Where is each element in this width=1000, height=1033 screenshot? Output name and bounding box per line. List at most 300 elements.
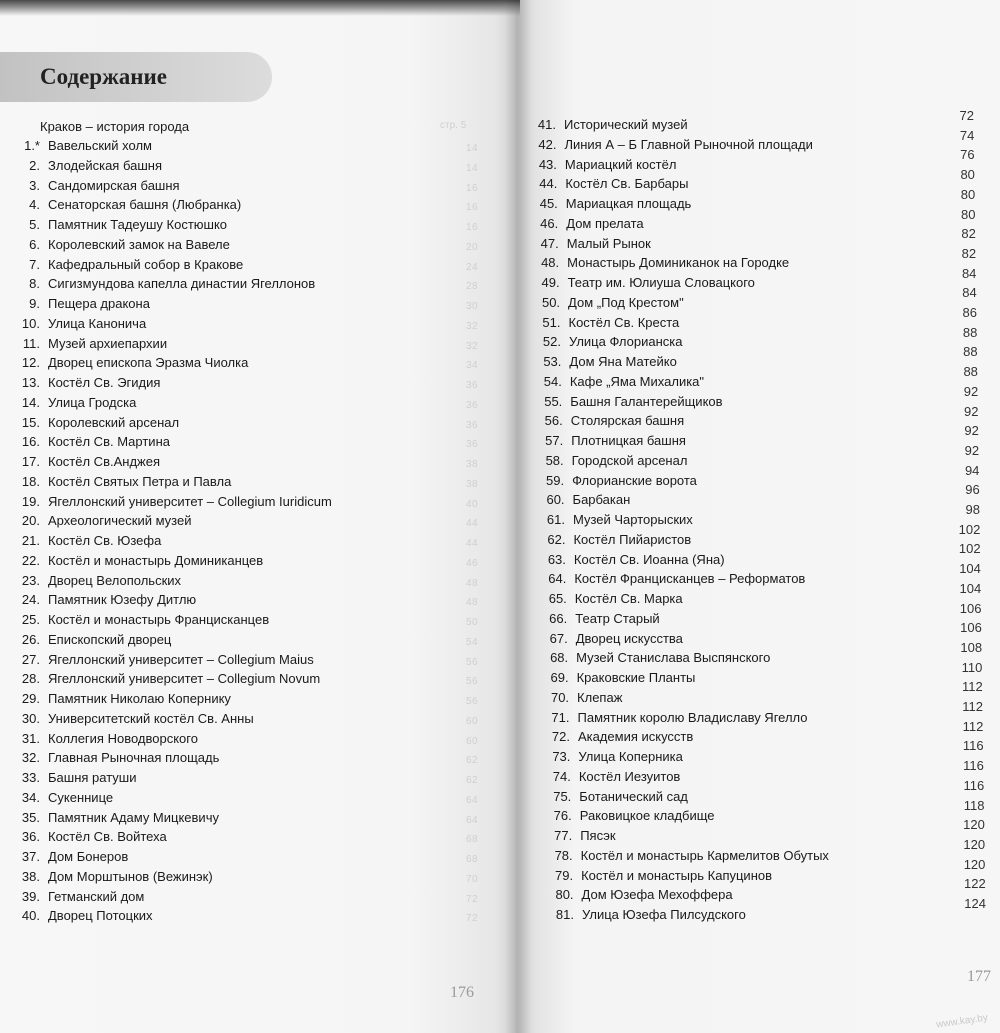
toc-entry-number: 9. [29, 296, 40, 311]
toc-entry-page: 112 [961, 679, 983, 695]
toc-entry-page: 106 [959, 600, 982, 616]
toc-entry-title: Академия искусств [577, 729, 694, 745]
toc-entry-page: 40 [466, 498, 479, 510]
toc-entry-number: 27. [21, 651, 40, 667]
toc-entry-number: 29. [21, 691, 40, 706]
toc-entry-page: 76 [960, 147, 975, 163]
toc-entry [529, 334, 683, 350]
toc-entry [537, 690, 622, 706]
toc-entry-page: 88 [963, 364, 978, 380]
toc-entry-number: 66. [549, 610, 568, 626]
toc-entry-title: Костёл Св. Войтеха [48, 829, 167, 845]
toc-entry-title: Дом Бонеров [48, 849, 129, 864]
toc-entry-title: Линия А – Б Главной Рыночной площади [564, 136, 813, 152]
toc-entry-number: 8. [29, 276, 40, 292]
toc-entry-page: 38 [466, 459, 479, 470]
toc-entry-title: Сукеннице [48, 789, 114, 805]
toc-entry-number: 35. [21, 809, 40, 825]
toc-entry-page: 34 [466, 360, 479, 372]
toc-entry-title: Барбакан [572, 492, 631, 508]
toc-entry-title: Улица Канонича [48, 315, 147, 331]
toc-entry-title: Главная Рыночная площадь [48, 750, 220, 766]
toc-entry-number: 70. [550, 689, 570, 705]
toc-entry-title: Исторический музей [564, 117, 688, 132]
toc-entry-page: 36 [466, 439, 479, 451]
toc-entry-page: 60 [466, 735, 479, 747]
toc-entry-page: 110 [961, 659, 983, 675]
toc-entry-number: 18. [21, 473, 40, 489]
toc-entry-title: Гетманский дом [48, 888, 145, 904]
toc-entry [542, 907, 746, 923]
toc-entry-title: Малый Рынок [566, 235, 651, 251]
toc-entry [8, 691, 231, 707]
toc-entry-page: 48 [466, 577, 479, 589]
toc-entry [8, 612, 269, 628]
intro-title: Краков – история города [40, 119, 190, 134]
toc-entry-page: 54 [466, 636, 479, 648]
toc-entry-title: Памятник Юзефу Дитлю [48, 592, 197, 608]
toc-entry-page: 20 [466, 241, 479, 253]
toc-entry-number: 40. [21, 908, 40, 924]
toc-entry-page: 102 [958, 521, 981, 537]
toc-entry-number: 71. [551, 709, 570, 725]
toc-entry-page: 116 [963, 758, 984, 774]
toc-entry-title: Сандомирская башня [48, 177, 180, 193]
toc-entry-page: 80 [960, 186, 976, 202]
toc-entry [8, 849, 128, 865]
toc-entry-number: 56. [544, 413, 563, 429]
toc-entry-page: 56 [466, 676, 479, 688]
toc-entry [8, 652, 314, 668]
toc-entry [534, 552, 725, 568]
toc-entry-page: 80 [961, 206, 976, 222]
toc-entry-number: 36. [21, 829, 40, 845]
toc-entry-page: 96 [965, 482, 980, 498]
toc-entry-title: Костёл Св. Марка [574, 591, 683, 606]
toc-entry-page: 28 [466, 281, 479, 293]
toc-entry [8, 810, 219, 826]
toc-entry-number: 3. [29, 177, 40, 193]
toc-entry-page: 70 [466, 873, 479, 885]
toc-entry [8, 494, 332, 510]
toc-entry-title: Памятник королю Владиславу Ягелло [577, 709, 808, 725]
toc-entry-title: Дворец епископа Эразма Чиолка [48, 355, 249, 371]
toc-entry [526, 196, 692, 212]
toc-entry [8, 257, 243, 273]
toc-entry-title: Памятник Адаму Мицкевичу [48, 809, 219, 825]
toc-entry-page: 84 [962, 285, 977, 301]
toc-entry-page: 116 [962, 738, 984, 754]
toc-entry-title: Костёл Пийаристов [573, 531, 692, 547]
toc-entry [542, 887, 733, 903]
toc-entry-number: 73. [552, 749, 571, 764]
toc-entry [534, 571, 805, 587]
toc-entry-title: Костёл Францисканцев – Реформатов [574, 571, 806, 587]
toc-entry-number: 32. [21, 750, 40, 766]
toc-entry-number: 13. [21, 375, 40, 390]
toc-entry [538, 710, 808, 726]
toc-entry [541, 868, 772, 884]
toc-entry [540, 808, 715, 824]
toc-entry-number: 12. [21, 355, 40, 371]
toc-entry-number: 57. [545, 433, 564, 448]
toc-entry [8, 237, 230, 253]
toc-entry-title: Сигизмундова капелла династии Ягеллонов [48, 276, 316, 292]
toc-entry-number: 58. [545, 452, 564, 468]
toc-entry-number: 15. [21, 414, 40, 430]
toc-entry [530, 394, 722, 410]
toc-entry-page: 88 [962, 324, 978, 340]
toc-entry-number: 11. [22, 335, 40, 351]
toc-entry-title: Плотницкая башня [571, 433, 686, 448]
toc-entry-number: 79. [555, 867, 574, 883]
toc-entry [8, 869, 213, 885]
toc-entry-page: 72 [466, 913, 479, 925]
toc-entry [538, 729, 693, 745]
toc-entry [529, 315, 680, 331]
toc-entry-number: 50. [541, 294, 561, 310]
toc-entry-number: 80. [555, 887, 574, 903]
toc-entry-page: 120 [963, 856, 986, 872]
toc-entry-page: 112 [962, 699, 983, 714]
toc-entry-title: Пясэк [580, 828, 616, 843]
toc-entry-page: 72 [466, 893, 479, 905]
toc-entry-title: Улица Гродска [48, 394, 137, 410]
toc-entry-page: 104 [959, 580, 982, 596]
toc-entry [8, 415, 179, 431]
toc-entry-page: 98 [965, 502, 980, 517]
toc-entry [531, 413, 684, 429]
toc-entry-title: Памятник Николаю Копернику [48, 691, 231, 706]
toc-entry-number: 37. [21, 849, 40, 864]
toc-entry-title: Дворец Потоцких [48, 908, 153, 924]
toc-entry [529, 354, 676, 370]
toc-entry-number: 31. [21, 730, 40, 746]
toc-entry [8, 197, 241, 213]
toc-entry-number: 47. [540, 235, 559, 251]
toc-entry [8, 454, 160, 470]
toc-entry-title: Злодейская башня [48, 157, 162, 173]
toc-entry-title: Коллегия Новодворского [48, 730, 198, 746]
toc-entry-title: Костёл Св. Эгидия [48, 375, 161, 390]
toc-entry [532, 473, 697, 489]
toc-entry-number: 51. [542, 314, 561, 330]
toc-entry-title: Ягеллонский университет – Collegium Maius [48, 651, 314, 667]
toc-entry-number: 33. [21, 770, 40, 785]
watermark: www.kay.by [935, 1012, 989, 1031]
toc-entry [8, 355, 248, 371]
toc-entry-number: 28. [21, 671, 40, 687]
toc-entry-number: 19. [21, 493, 40, 509]
toc-entry-page: 84 [961, 265, 977, 281]
toc-entry-page: 88 [963, 344, 978, 360]
toc-entry-title: Дом Яна Матейко [569, 354, 677, 369]
toc-entry [8, 533, 161, 549]
toc-entry [533, 532, 691, 548]
toc-entry-page: 62 [466, 755, 479, 767]
toc-entry [8, 375, 160, 391]
toc-entry-title: Королевский арсенал [48, 414, 180, 430]
toc-entry [535, 611, 659, 627]
toc-entry [525, 176, 688, 192]
toc-entry-page: 44 [466, 538, 479, 549]
toc-entry-title: Вавельский холм [48, 138, 152, 153]
toc-entry [528, 295, 684, 311]
toc-entry-title: Раковицкое кладбище [579, 808, 715, 824]
toc-entry-title: Костёл Святых Петра и Павла [48, 473, 232, 489]
toc-entry-title: Пещера дракона [48, 296, 150, 311]
toc-entry-title: Дом Юзефа Мехоффера [581, 887, 733, 903]
toc-entry-page: 124 [964, 896, 986, 911]
toc-entry-title: Ягеллонский университет – Collegium Novum [48, 671, 321, 687]
toc-entry [8, 553, 263, 569]
toc-entry-page: 56 [466, 696, 479, 707]
left-folio: 176 [450, 984, 474, 1001]
toc-entry-number: 7. [29, 256, 40, 272]
toc-entry [535, 591, 683, 607]
toc-entry [8, 217, 227, 233]
toc-entry-number: 17. [21, 454, 40, 469]
toc-entry-title: Костёл Св. Барбары [565, 176, 689, 192]
toc-entry-number: 6. [29, 236, 40, 252]
toc-entry-title: Улица Флорианска [568, 334, 683, 350]
toc-entry-number: 2. [29, 157, 40, 173]
toc-entry [531, 433, 686, 449]
toc-entry-page: 94 [964, 462, 980, 478]
toc-entry-number: 10. [21, 315, 40, 331]
toc-entry [533, 492, 631, 508]
toc-entry-page: 32 [466, 340, 479, 352]
toc-entry-title: Костёл и монастырь Францисканцев [48, 612, 270, 627]
toc-entry-page: 48 [466, 597, 479, 609]
toc-entry-page: 86 [962, 305, 977, 320]
toc-entry [8, 336, 167, 352]
toc-entry-title: Театр Старый [575, 610, 660, 626]
toc-entry-page: 68 [466, 854, 479, 865]
toc-entry-title: Дворец искусства [575, 630, 683, 646]
toc-entry-number: 41. [537, 117, 556, 132]
toc-entry [8, 513, 191, 529]
toc-entry-number: 62. [547, 531, 566, 547]
toc-entry-page: 104 [959, 561, 981, 577]
toc-entry-page: 82 [961, 226, 976, 242]
toc-entry [527, 236, 651, 252]
toc-entry-page: 56 [466, 656, 479, 668]
toc-entry-number: 81. [555, 907, 574, 922]
toc-entry-number: 59. [546, 472, 565, 488]
toc-entry-title: Костёл Св. Мартина [48, 434, 170, 450]
toc-entry [8, 573, 181, 589]
toc-entry-page: 50 [466, 617, 479, 628]
toc-entry-page: 92 [964, 403, 979, 419]
toc-entry-page: 68 [466, 834, 479, 846]
toc-entry-number: 65. [548, 591, 567, 606]
toc-entry-number: 74. [552, 768, 571, 784]
toc-entry-page: 36 [466, 380, 479, 391]
toc-entry [8, 276, 315, 292]
toc-entry-title: Костёл Иезуитов [578, 768, 681, 784]
toc-entry-page: 120 [963, 836, 986, 852]
toc-entry-title: Ботанический сад [579, 788, 688, 804]
toc-entry [536, 631, 683, 647]
toc-entry-page: 64 [466, 814, 479, 826]
toc-entry-number: 55. [544, 393, 563, 409]
toc-entry-title: Ягеллонский университет – Collegium Iuridicum [48, 493, 332, 509]
toc-entry-page: 112 [962, 718, 984, 734]
toc-entry-page: 62 [466, 775, 479, 786]
toc-entry [8, 158, 162, 174]
toc-entry [8, 750, 219, 766]
toc-entry-page: 118 [963, 797, 985, 813]
toc-entry-title: Музей Чарторыских [573, 512, 693, 527]
toc-entry [8, 316, 146, 332]
toc-entry-page: 92 [964, 442, 980, 458]
toc-entry-number: 54. [543, 373, 562, 389]
toc-entry-title: Костёл и монастырь Капуцинов [581, 867, 773, 883]
toc-entry [8, 296, 150, 312]
toc-entry-title: Мариацкий костёл [564, 156, 677, 172]
toc-entry [524, 117, 688, 133]
toc-entry-page: 16 [466, 182, 479, 194]
toc-entry-number: 68. [550, 650, 569, 666]
toc-entry [8, 829, 167, 845]
toc-entry-number: 21. [21, 533, 40, 548]
toc-entry-number: 45. [539, 196, 558, 211]
toc-entry-number: 42. [538, 136, 557, 152]
toc-entry-title: Улица Коперника [578, 749, 683, 764]
toc-entry-page: 24 [466, 261, 479, 273]
toc-entry-page: 16 [466, 202, 479, 214]
toc-entry [8, 671, 320, 687]
toc-entry-number: 4. [29, 197, 40, 213]
toc-entry-title: Башня Галантерейщиков [570, 393, 723, 409]
toc-entry-number: 67. [549, 630, 568, 646]
toc-entry-page: 38 [466, 478, 479, 490]
toc-entry-page: 120 [963, 817, 985, 833]
toc-entry-number: 48. [541, 255, 560, 271]
toc-entry [8, 474, 231, 490]
toc-entry [538, 749, 682, 765]
toc-entry-number: 75. [553, 788, 572, 804]
toc-entry-page: 64 [466, 794, 479, 806]
toc-entry-title: Клепаж [577, 689, 623, 705]
toc-entry-number: 43. [538, 156, 557, 172]
toc-entry-page: 44 [466, 518, 479, 530]
toc-entry-title: Костёл и монастырь Доминиканцев [48, 552, 264, 568]
toc-entry-page: 46 [466, 557, 479, 569]
toc-entry-title: Костёл Св. Юзефа [48, 533, 162, 548]
toc-entry-title: Музей Станислава Выспянского [576, 650, 771, 666]
toc-entry-page: 108 [960, 639, 983, 655]
toc-entry-number: 52. [542, 334, 561, 350]
toc-entry [8, 178, 180, 194]
toc-entry-number: 34. [21, 789, 40, 805]
toc-entry-title: Костёл и монастырь Кармелитов Обутых [580, 847, 829, 863]
toc-entry [8, 889, 144, 905]
toc-entry-page: 60 [466, 715, 479, 727]
intro-page-ref: стр. 5 [440, 120, 467, 131]
toc-entry-title: Сенаторская башня (Любранка) [48, 197, 242, 213]
toc-entry-title: Городской арсенал [571, 452, 688, 468]
toc-entry [524, 137, 812, 153]
toc-entry-title: Музей архиепархии [48, 335, 168, 351]
toc-entry-number: 60. [546, 492, 565, 508]
toc-entry-title: Театр им. Юлиуша Словацкого [567, 275, 755, 290]
toc-entry-page: 36 [466, 419, 479, 431]
toc-entry-title: Дом Морштынов (Вежинэк) [48, 868, 213, 884]
toc-entry [527, 255, 789, 271]
toc-entry [8, 731, 198, 747]
toc-entry-title: Мариацкая площадь [565, 196, 692, 211]
toc-entry-number: 53. [543, 354, 562, 369]
toc-entry-number: 64. [548, 571, 567, 587]
toc-entry-number: 44. [539, 176, 558, 192]
toc-entry [536, 650, 770, 666]
toc-entry-title: Столярская башня [570, 413, 685, 429]
toc-entry-number: 39. [21, 888, 40, 904]
toc-entry-title: Флорианские ворота [572, 472, 697, 488]
toc-entry-number: 38. [21, 868, 40, 884]
toc-entry-page: 92 [964, 423, 979, 439]
toc-entry-number: 61. [546, 512, 565, 527]
toc-entry [8, 770, 137, 786]
toc-entry-number: 23. [21, 572, 40, 588]
toc-entry-page: 106 [960, 620, 982, 636]
toc-entry-title: Костёл Св. Иоанна (Яна) [573, 551, 725, 567]
page-top-edge [0, 0, 520, 16]
toc-entry-number: 20. [21, 513, 40, 529]
toc-entry-title: Дом „Под Крестом" [568, 294, 684, 310]
toc-entry-title: Башня ратуши [48, 770, 137, 785]
toc-entry [541, 848, 829, 864]
toc-entry-number: 78. [554, 847, 573, 863]
toc-entry-title: Краковские Планты [576, 670, 696, 685]
toc-entry-number: 16. [21, 434, 40, 450]
right-folio: 177 [967, 968, 991, 985]
toc-entry-number: 63. [547, 551, 566, 567]
toc-entry-page: 72 [959, 108, 974, 123]
toc-entry-page: 102 [958, 541, 981, 557]
toc-entry-number: 76. [553, 808, 572, 824]
toc-entry [540, 828, 615, 844]
toc-entry-title: Дворец Велопольских [48, 572, 182, 588]
toc-entry-title: Королевский замок на Вавеле [48, 236, 230, 252]
toc-entry-title: Монастырь Доминиканок на Городке [567, 255, 790, 271]
toc-entry-title: Археологический музей [48, 513, 192, 529]
toc-entry-number: 1.* [24, 138, 40, 153]
toc-entry-page: 122 [964, 876, 986, 892]
toc-entry [8, 711, 254, 727]
toc-entry-number: 49. [541, 275, 560, 290]
toc-entry-number: 24. [21, 592, 40, 608]
toc-entry-number: 46. [540, 215, 559, 231]
toc-entry [8, 790, 113, 806]
toc-entry-page: 14 [466, 162, 479, 174]
toc-entry-number: 77. [554, 828, 573, 843]
toc-entry-title: Кафедральный собор в Кракове [48, 256, 244, 272]
toc-entry-title: Дом прелата [566, 215, 644, 231]
toc-entry [539, 789, 688, 805]
page-title: Содержание [40, 64, 167, 89]
toc-entry [528, 275, 755, 291]
toc-entry-number: 72. [551, 729, 570, 745]
toc-entry-number: 30. [21, 710, 40, 726]
toc-entry-page: 74 [959, 127, 975, 143]
toc-entry [8, 908, 153, 924]
toc-entry [537, 670, 696, 686]
toc-entry-number: 25. [21, 612, 40, 627]
toc-entry [525, 157, 677, 173]
